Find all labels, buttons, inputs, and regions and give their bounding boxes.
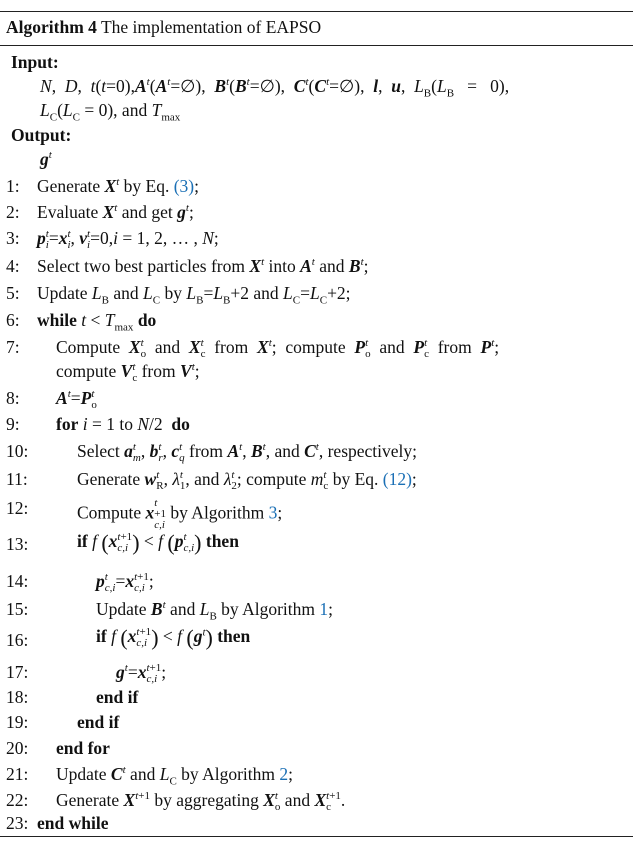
step-21: Update $C^t$ and $L_C$ by Algorithm 2; [56, 764, 293, 788]
step-5: Update $L_B$ and $L_C$ by $L_B=L_B+2$ and $L_C=L_C+2$; [37, 283, 351, 307]
bottom-rule [0, 836, 633, 837]
step-number: 10: [6, 441, 29, 461]
step-number: 9: [6, 414, 20, 434]
step-number: 21: [6, 764, 29, 784]
step-number: 4: [6, 256, 20, 276]
algorithm-3-link[interactable]: 3 [268, 502, 278, 523]
step-18: end if [96, 687, 139, 707]
step-7: Compute X t o and X t c from $X^t$; compute P t o and P t c from $P^t$; [56, 336, 500, 360]
step-1: Generate $X^t$ by Eq. (3); [37, 176, 200, 196]
step-11: Generate w t R , λ t 1 , and λ t 2 ; compute m t c by Eq. (12); [77, 468, 417, 492]
step-19: end if [77, 712, 120, 732]
step-13: if f (x t+1 c,i ) < f (p t c,i ) then [77, 530, 239, 555]
step-16: if f (x t+1 c,i ) < f $(g^t)$ then [96, 625, 251, 650]
step-number: 13: [6, 534, 29, 554]
output-value: $g^t$ [40, 149, 52, 169]
output-label: Output: [11, 125, 72, 145]
step-number: 11: [6, 469, 28, 489]
input-line-2: $L_C(L_C = 0)$, and $T_{max}$ [40, 100, 181, 124]
step-10: Select a t m , b t r , c t q from $A^t$, $B^t$, and $C^t$, respectively; [77, 440, 417, 464]
step-number: 5: [6, 283, 20, 303]
algorithm-1-link[interactable]: 1 [319, 599, 329, 619]
step-number: 17: [6, 662, 29, 682]
step-number: 19: [6, 712, 29, 732]
step-number: 7: [6, 337, 20, 357]
step-number: 23: [6, 813, 29, 833]
step-20: end for [56, 738, 110, 758]
input-label: Input: [11, 52, 59, 72]
step-2: Evaluate $X^t$ and get $g^t$; [37, 202, 194, 222]
top-rule [0, 11, 633, 12]
step-7-cont: compute V t c from $V^t$; [56, 360, 200, 384]
step-number: 20: [6, 738, 29, 758]
step-number: 18: [6, 687, 29, 707]
step-12: Compute x t +1 c,i by Algorithm 3; [77, 497, 283, 531]
step-number: 22: [6, 790, 29, 810]
step-number: 2: [6, 202, 20, 222]
step-number: 16: [6, 630, 29, 650]
caption-text: The implementation of EAPSO [100, 17, 322, 37]
step-number: 14: [6, 571, 29, 591]
step-number: 1: [6, 176, 20, 196]
step-4: Select two best particles from $X^t$ into $A^t$ and $B^t$; [37, 256, 369, 276]
step-8: $A^t=P$ t o [56, 387, 97, 411]
algorithm-2-link[interactable]: 2 [279, 764, 289, 784]
step-3: p t i =x t i , v t i =0,i = 1, 2, … , N; [37, 227, 219, 251]
step-22: Generate $X^{t+1}$ by aggregating X t o and X t+1 c . [56, 789, 346, 813]
input-line-1: N, D, $t(t=0),A^t(A^t=\emptyset)$, $B^t(B^t=\emptyset)$, $C^t(C^t=\emptyset)$, l, u, $L_B(L_B = 0)$, [40, 76, 510, 100]
step-number: 8: [6, 388, 20, 408]
step-14: p t c,i =x t+1 c,i ; [96, 570, 154, 594]
caption-label: Algorithm 4 [6, 17, 97, 37]
step-number: 12: [6, 498, 29, 518]
step-6: while $t < T_{max}$ do [37, 310, 157, 334]
step-number: 15: [6, 599, 29, 619]
step-number: 6: [6, 310, 20, 330]
step-23: end while [37, 813, 109, 833]
eq3-link[interactable]: (3) [173, 176, 195, 196]
step-17: $g^t=x$ t+1 c,i ; [116, 661, 167, 685]
step-9: for i = 1 to N/2 do [56, 414, 190, 434]
caption-rule [0, 45, 633, 46]
eq12-link[interactable]: (12) [382, 469, 412, 489]
algorithm-caption [6, 17, 321, 38]
step-15: Update $B^t$ and $L_B$ by Algorithm 1; [96, 599, 333, 623]
step-number: 3: [6, 228, 20, 248]
